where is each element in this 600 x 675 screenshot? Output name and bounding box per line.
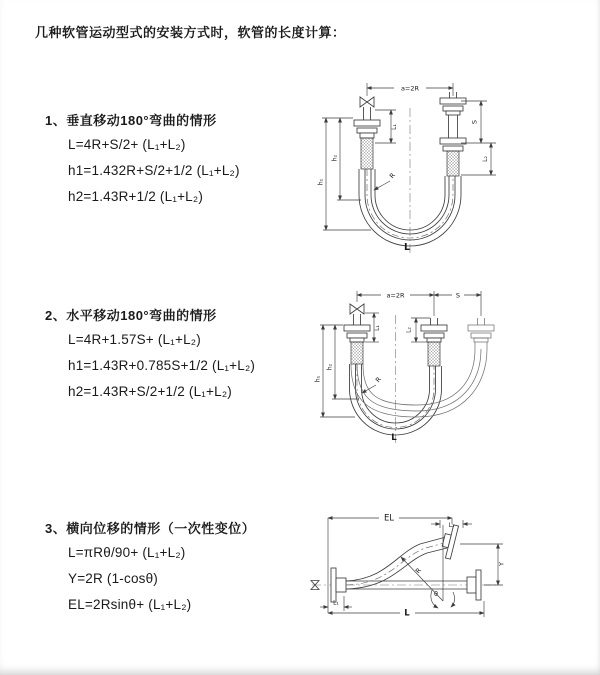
diagram-3-lateral-displacement	[300, 500, 600, 655]
d1-dim-l2-label: L₂	[482, 156, 489, 162]
section-1-formula-h2: h2=1.43R+1/2 (L₁+L₂)	[68, 189, 204, 204]
section-1-heading: 1、垂直移动180°弯曲的情形	[45, 113, 217, 128]
valve-icon	[350, 304, 364, 314]
d3-hose-displaced-position	[346, 523, 459, 589]
section-1-formula-l: L=4R+S/2+ (L₁+L₂)	[68, 137, 186, 152]
d3-dim-l1-label: L₁	[333, 599, 339, 607]
d2-dim-s-label: S	[455, 291, 461, 300]
section-3-heading: 3、横向位移的情形（一次性变位）	[45, 521, 256, 536]
d2-dim-h1-label: h₁	[314, 375, 322, 383]
diagram-1-vertical-180-bend	[315, 70, 585, 260]
d3-dim-l2-label: L₂	[448, 522, 455, 529]
section-2-heading: 2、水平移动180°弯曲的情形	[45, 308, 217, 323]
braid-hatch	[447, 151, 459, 176]
d2-dim-a2r-label: a=2R	[386, 291, 405, 300]
section-3-formula-l: L=πRθ/90+ (L₁+L₂)	[68, 545, 186, 560]
d3-radius-label: R	[413, 566, 423, 576]
section-3-formula-y: Y=2R (1-cosθ)	[68, 571, 159, 586]
d1-dim-s-label: S	[470, 119, 479, 125]
d1-dim-a2r-label: a=2R	[400, 84, 420, 93]
section-2-formula-h1: h1=1.43R+0.785S+1/2 (L₁+L₂)	[68, 358, 256, 373]
section-2-formula-h2: h2=1.43R+S/2+1/2 (L₁+L₂)	[68, 384, 232, 399]
valve-icon	[360, 97, 374, 107]
d2-dim-h2-label: h₂	[326, 363, 334, 371]
braid-hatch	[428, 342, 440, 366]
d1-length-label: L	[403, 242, 411, 253]
d2-dim-l1-label: L₁	[374, 325, 381, 331]
page-title: 几种软管运动型式的安装方式时，软管的长度计算：	[35, 25, 346, 40]
d2-hose-curves-displaced	[351, 349, 487, 417]
d3-length-label: L	[404, 608, 410, 619]
d2-dimensions	[315, 291, 482, 444]
d1-dim-l1-label: L₁	[391, 124, 398, 130]
d2-length-label: L	[391, 433, 397, 443]
d1-right-pipe	[440, 92, 466, 176]
braid-hatch	[351, 342, 363, 364]
d2-right-pipe-displaced	[468, 318, 494, 349]
d2-radius-label: R	[373, 375, 383, 385]
d1-dim-h1-label: h₁	[317, 178, 325, 186]
section-2-formula-l: L=4R+1.57S+ (L₁+L₂)	[68, 332, 201, 347]
diagram-2-horizontal-180-bend	[313, 287, 593, 457]
braid-hatch	[361, 138, 373, 169]
d2-dim-l2-label: L₂	[405, 327, 413, 333]
d1-dim-h2-label: h₂	[331, 154, 339, 162]
d3-angle-label: θ	[434, 590, 438, 598]
section-3-formula-el: EL=2Rsinθ+ (L₁+L₂)	[68, 597, 192, 612]
d1-left-pipe	[354, 97, 380, 169]
d1-dimensions	[318, 83, 497, 253]
section-1-formula-h1: h1=1.432R+S/2+1/2 (L₁+L₂)	[68, 163, 240, 178]
d3-dimensions	[320, 513, 506, 619]
d3-dim-el-label: EL	[383, 513, 395, 524]
d1-radius-label: R	[387, 171, 397, 181]
d3-dim-y-label: Y	[497, 562, 506, 566]
